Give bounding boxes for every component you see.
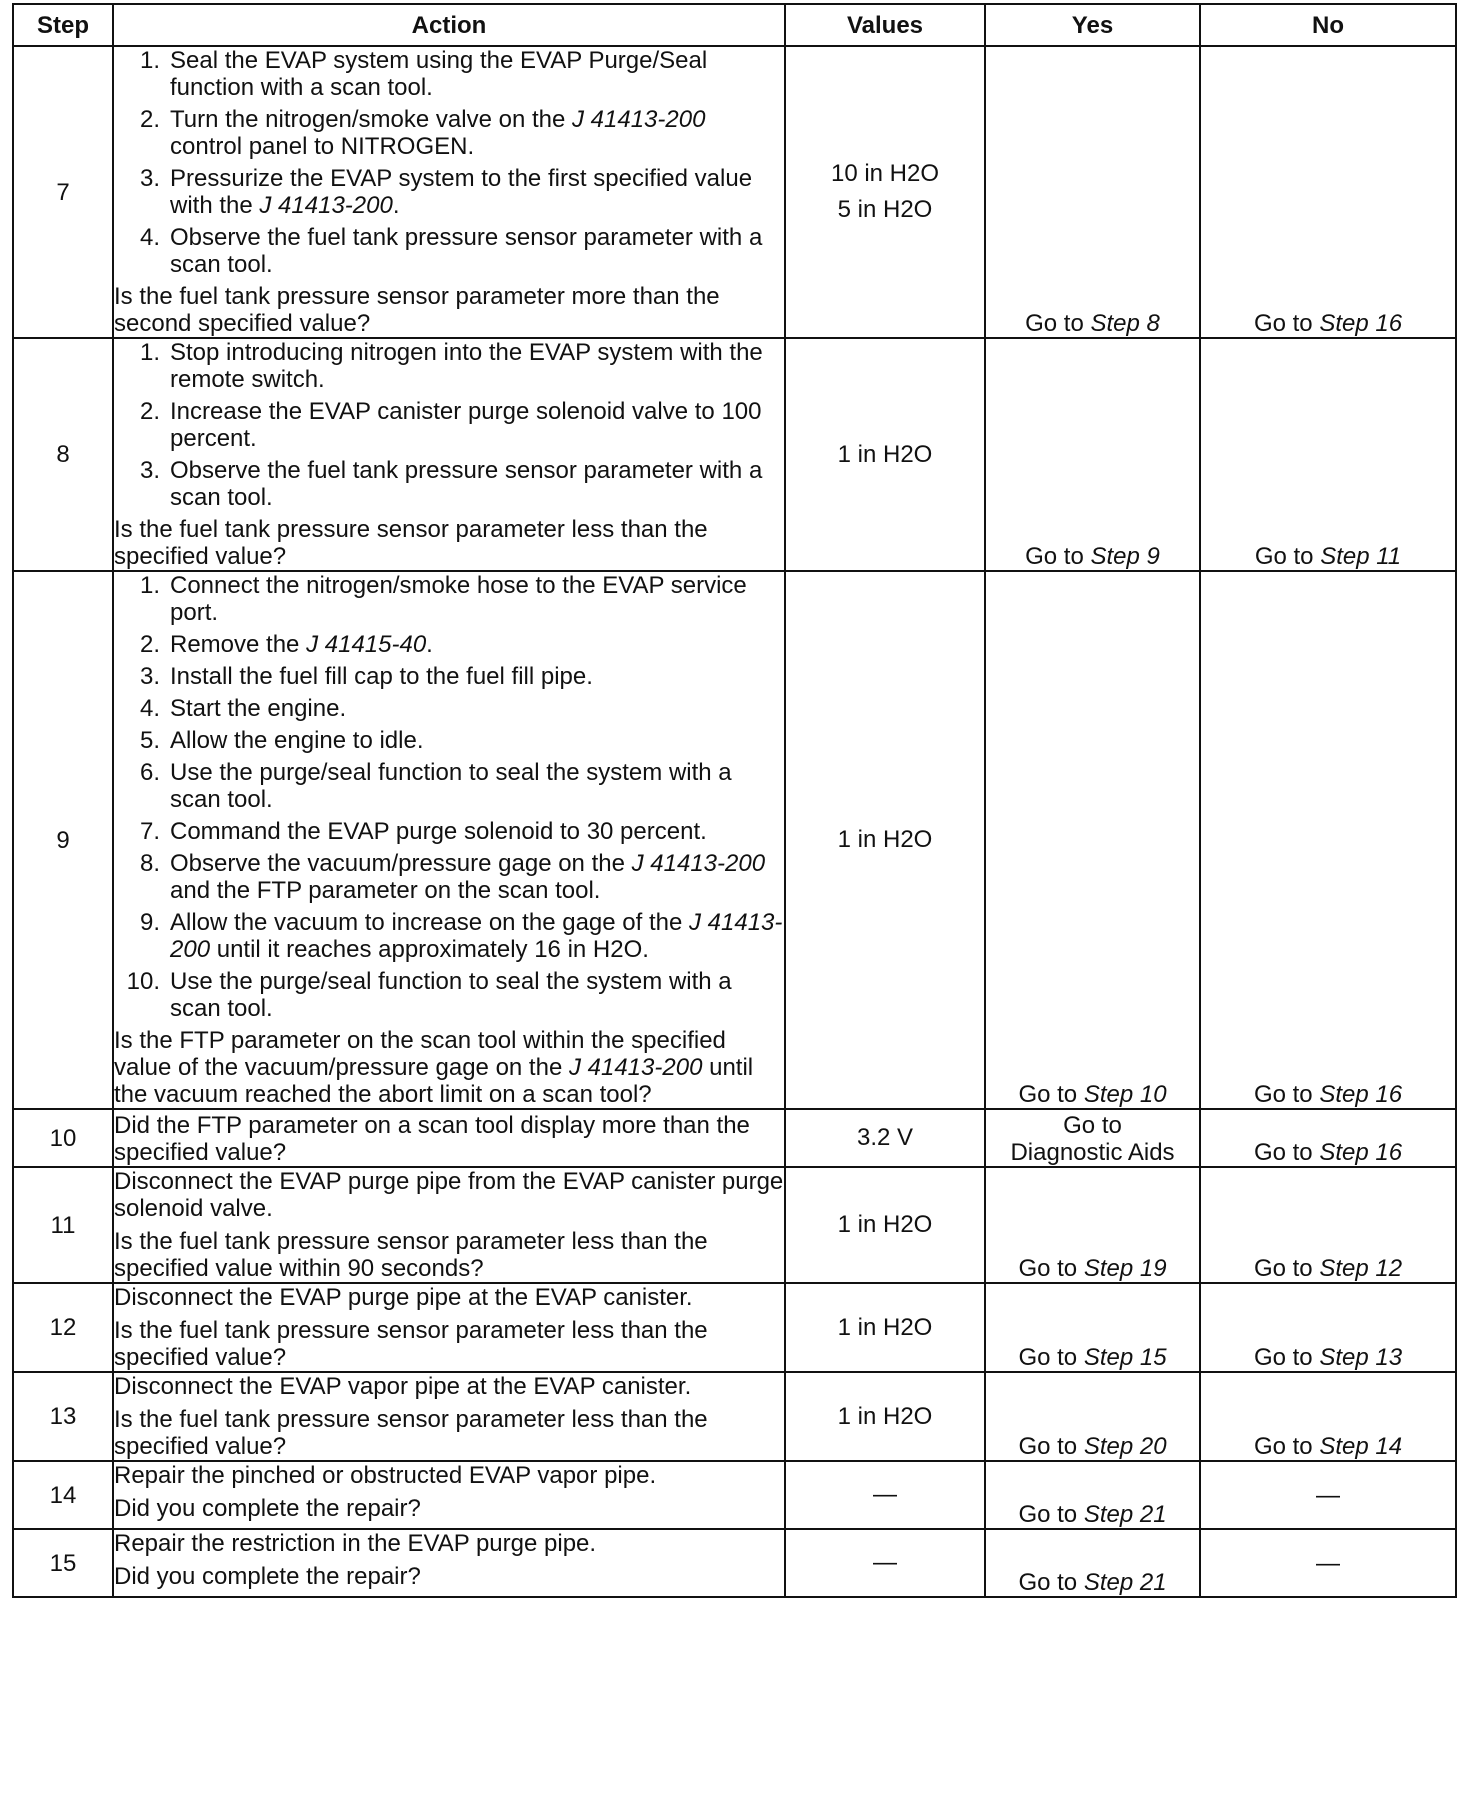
action-question: Is the fuel tank pressure sensor parameter less than the specified value?: [114, 1406, 708, 1460]
action-step-item: [114, 106, 784, 160]
step-number: 14: [13, 1461, 113, 1529]
action-step-text: [170, 224, 784, 278]
no-step-link: Step 16: [1319, 1139, 1403, 1166]
action-step-number: 4.: [139, 224, 160, 251]
action-step-text: [170, 572, 784, 626]
action-step-item: [114, 695, 784, 722]
table-row: [13, 1167, 1456, 1283]
action-step-text: [170, 727, 784, 754]
action-text-part: Use the purge/seal function to seal the system with a scan tool.: [170, 759, 732, 813]
tool-reference: J 41413-200: [170, 909, 783, 963]
action-step-text: [170, 695, 784, 722]
diagnostic-table-page: [12, 3, 1457, 1598]
action-instruction: Disconnect the EVAP purge pipe at the EVAP canister.: [114, 1284, 693, 1311]
action-cell: [113, 1372, 785, 1461]
action-text-part: Seal the EVAP system using the EVAP Purge/Seal function with a scan tool.: [170, 47, 708, 101]
action-step-number: 2.: [139, 398, 160, 425]
no-cell: [1200, 1109, 1456, 1167]
yes-cell: [985, 46, 1200, 338]
table-row: [13, 338, 1456, 571]
action-step-number: 4.: [139, 695, 160, 722]
action-cell: [113, 1167, 785, 1283]
action-text-part: Turn the nitrogen/smoke valve on the: [170, 106, 572, 133]
action-text-part: Command the EVAP purge solenoid to 30 percent.: [170, 818, 707, 845]
action-step-text: [170, 968, 784, 1022]
no-cell: [1200, 46, 1456, 338]
values-cell: [785, 338, 985, 571]
yes-target: Diagnostic Aids: [1010, 1139, 1175, 1166]
no-target-dash: —: [1316, 1481, 1340, 1509]
action-step-number: 3.: [139, 165, 160, 192]
table-row: [13, 1372, 1456, 1461]
no-step-link: Step 14: [1319, 1433, 1403, 1460]
action-text-part: Observe the vacuum/pressure gage on the: [170, 850, 632, 877]
header-action: Action: [113, 4, 785, 46]
action-step-text: [170, 47, 784, 101]
yes-cell: [985, 1461, 1200, 1529]
action-text-part: and the FTP parameter on the scan tool.: [170, 877, 601, 904]
action-step-item: [114, 631, 784, 658]
action-text-part: Start the engine.: [170, 695, 347, 722]
yes-step-link: Step 9: [1090, 543, 1160, 570]
action-text-part: Allow the engine to idle.: [170, 727, 424, 754]
yes-cell: [985, 1372, 1200, 1461]
action-step-number: 8.: [139, 850, 160, 877]
no-go-to: Go to: [1253, 1433, 1320, 1460]
specified-value: 10 in H2O: [830, 160, 940, 187]
step-number: 12: [13, 1283, 113, 1372]
action-step-item: [114, 398, 784, 452]
action-text-part: Observe the fuel tank pressure sensor parameter with a scan tool.: [170, 224, 763, 278]
no-step-link: Step 11: [1320, 543, 1402, 570]
yes-go-to: Go to: [1018, 1344, 1084, 1371]
specified-value: 3.2 V: [856, 1124, 914, 1151]
action-cell: [113, 1109, 785, 1167]
action-step-text: [170, 631, 784, 658]
yes-go-to: Go to: [1018, 1501, 1084, 1528]
yes-go-to: Go to: [1025, 543, 1091, 570]
specified-value: 5 in H2O: [837, 196, 933, 223]
values-cell: [785, 1167, 985, 1283]
step-number: 9: [13, 571, 113, 1109]
table-row: [13, 1529, 1456, 1597]
specified-value: —: [873, 1481, 897, 1508]
yes-cell: [985, 1529, 1200, 1597]
action-cell: [113, 1283, 785, 1372]
action-step-item: [114, 339, 784, 393]
values-cell: [785, 1283, 985, 1372]
tool-reference: J 41413-200: [572, 106, 706, 133]
yes-target: Go to: [1063, 1112, 1122, 1139]
action-step-item: [114, 572, 784, 626]
action-step-item: [114, 663, 784, 690]
specified-value: 1 in H2O: [837, 1402, 933, 1430]
yes-go-to: Go to: [1018, 1255, 1084, 1282]
diagnostic-table: [12, 3, 1457, 1598]
action-step-text: [170, 759, 784, 813]
tool-reference: J 41413-200: [568, 1054, 703, 1081]
yes-step-link: Step 15: [1083, 1344, 1167, 1371]
yes-go-to: Go to: [1018, 1433, 1084, 1460]
specified-value: 1 in H2O: [837, 1313, 933, 1341]
action-cell: [113, 338, 785, 571]
values-cell: [785, 1109, 985, 1167]
values-cell: [785, 1372, 985, 1461]
action-text-part: Observe the fuel tank pressure sensor parameter with a scan tool.: [170, 457, 763, 511]
action-step-text: [170, 909, 784, 963]
no-go-to: Go to: [1253, 1139, 1320, 1166]
values-cell: [785, 1529, 985, 1597]
action-text-part: control panel to NITROGEN.: [170, 133, 475, 160]
values-cell: [785, 46, 985, 338]
yes-cell: [985, 1167, 1200, 1283]
no-step-link: Step 16: [1319, 310, 1403, 337]
action-text-part: .: [392, 192, 400, 219]
action-step-item: [114, 165, 784, 219]
specified-value: —: [873, 1549, 897, 1576]
yes-step-link: Step 20: [1083, 1433, 1167, 1460]
action-steps-list: [114, 47, 784, 278]
action-step-item: [114, 224, 784, 278]
action-text-part: Allow the vacuum to increase on the gage of the: [170, 909, 689, 936]
yes-go-to: Go to: [1018, 1081, 1084, 1108]
action-cell: [113, 1529, 785, 1597]
yes-step-link: Step 19: [1083, 1255, 1167, 1282]
action-step-item: [114, 759, 784, 813]
specified-value: 1 in H2O: [837, 826, 933, 853]
values-cell: [785, 571, 985, 1109]
action-step-number: 7.: [139, 818, 160, 845]
table-row: [13, 46, 1456, 338]
no-cell: [1200, 1461, 1456, 1529]
action-question: [114, 1027, 784, 1108]
no-step-link: Step 13: [1319, 1344, 1403, 1371]
table-row: [13, 1283, 1456, 1372]
action-step-item: [114, 818, 784, 845]
header-values: Values: [785, 4, 985, 46]
yes-go-to: Go to: [1018, 1569, 1084, 1596]
header-no: No: [1200, 4, 1456, 46]
specified-value: 1 in H2O: [837, 1211, 933, 1238]
no-cell: [1200, 1283, 1456, 1372]
yes-cell: [985, 1283, 1200, 1372]
table-row: [13, 1109, 1456, 1167]
action-step-number: 3.: [139, 457, 160, 484]
action-instruction: Disconnect the EVAP purge pipe from the EVAP canister purge solenoid valve.: [114, 1168, 784, 1222]
action-step-number: 10.: [126, 968, 160, 995]
action-step-text: [170, 457, 784, 511]
action-cell: [113, 1461, 785, 1529]
step-number: 15: [13, 1529, 113, 1597]
action-instruction: Repair the restriction in the EVAP purge pipe.: [114, 1530, 597, 1557]
no-cell: [1200, 338, 1456, 571]
no-go-to: Go to: [1253, 1081, 1320, 1108]
action-cell: [113, 46, 785, 338]
yes-go-to: Go to: [1025, 310, 1091, 337]
action-step-item: [114, 968, 784, 1022]
action-text-part: Remove the: [170, 631, 307, 658]
question-text-part: until the vacuum reached the abort limit on a scan tool?: [114, 1054, 754, 1108]
action-text-part: Connect the nitrogen/smoke hose to the EVAP service port.: [170, 572, 747, 626]
action-step-item: [114, 909, 784, 963]
tool-reference: J 41415-40: [306, 631, 427, 658]
action-steps-list: [114, 339, 784, 511]
yes-step-link: Step 21: [1083, 1501, 1167, 1528]
no-step-link: Step 16: [1319, 1081, 1403, 1108]
action-step-number: 6.: [139, 759, 160, 786]
action-text-part: Pressurize the EVAP system to the first specified value with the: [170, 165, 753, 219]
yes-cell: [985, 1109, 1200, 1167]
no-step-link: Step 12: [1319, 1255, 1403, 1282]
action-question: Is the fuel tank pressure sensor parameter less than the specified value?: [114, 516, 708, 570]
table-row: [13, 571, 1456, 1109]
yes-step-link: Step 10: [1083, 1081, 1167, 1108]
action-text-part: Install the fuel fill cap to the fuel fill pipe.: [170, 663, 593, 690]
action-step-text: [170, 663, 784, 690]
yes-step-link: Step 8: [1090, 310, 1160, 337]
yes-cell: [985, 338, 1200, 571]
table-header-row: [13, 4, 1456, 46]
no-target-dash: —: [1316, 1549, 1340, 1577]
no-go-to: Go to: [1254, 543, 1321, 570]
question-text-part: Is the FTP parameter on the scan tool within the specified value of the vacuum/pressure gage on the: [114, 1027, 726, 1081]
specified-value: 1 in H2O: [837, 440, 933, 468]
step-number: 13: [13, 1372, 113, 1461]
action-text-part: Stop introducing nitrogen into the EVAP system with the remote switch.: [170, 339, 763, 393]
step-number: 8: [13, 338, 113, 571]
action-question: Did you complete the repair?: [114, 1563, 421, 1590]
step-number: 11: [13, 1167, 113, 1283]
no-go-to: Go to: [1253, 310, 1320, 337]
action-step-text: [170, 850, 784, 904]
no-go-to: Go to: [1253, 1344, 1320, 1371]
action-step-number: 5.: [139, 727, 160, 754]
action-step-text: [170, 339, 784, 393]
table-row: [13, 1461, 1456, 1529]
yes-step-link: Step 21: [1083, 1569, 1167, 1596]
action-step-number: 9.: [139, 909, 160, 936]
action-step-number: 1.: [139, 47, 160, 74]
action-instruction: Repair the pinched or obstructed EVAP vapor pipe.: [114, 1462, 657, 1489]
step-number: 7: [13, 46, 113, 338]
no-cell: [1200, 1372, 1456, 1461]
action-instruction: Disconnect the EVAP vapor pipe at the EVAP canister.: [114, 1373, 692, 1400]
no-go-to: Go to: [1253, 1255, 1320, 1282]
action-step-text: [170, 165, 784, 219]
action-step-item: [114, 727, 784, 754]
no-cell: [1200, 1529, 1456, 1597]
action-question: Is the fuel tank pressure sensor parameter less than the specified value within 90 seconds?: [114, 1228, 708, 1282]
step-number: 10: [13, 1109, 113, 1167]
action-step-number: 1.: [139, 572, 160, 599]
values-cell: [785, 1461, 985, 1529]
tool-reference: J 41413-200: [631, 850, 766, 877]
action-text-part: until it reaches approximately 16 in H2O.: [210, 936, 649, 963]
no-cell: [1200, 571, 1456, 1109]
tool-reference: J 41413-200: [259, 192, 393, 219]
action-step-item: [114, 457, 784, 511]
action-steps-list: [114, 572, 784, 1022]
yes-cell: [985, 571, 1200, 1109]
action-step-text: [170, 818, 784, 845]
header-step: Step: [13, 4, 113, 46]
action-question: Did you complete the repair?: [114, 1495, 421, 1522]
action-cell: [113, 571, 785, 1109]
no-cell: [1200, 1167, 1456, 1283]
action-question: Is the fuel tank pressure sensor parameter less than the specified value?: [114, 1317, 708, 1371]
action-step-text: [170, 106, 784, 160]
action-step-text: [170, 398, 784, 452]
header-yes: Yes: [985, 4, 1200, 46]
action-step-item: [114, 47, 784, 101]
action-question: Is the fuel tank pressure sensor parameter more than the second specified value?: [114, 283, 720, 337]
action-step-number: 1.: [139, 339, 160, 366]
action-text-part: Use the purge/seal function to seal the system with a scan tool.: [170, 968, 732, 1022]
action-step-number: 2.: [139, 631, 160, 658]
action-step-number: 3.: [139, 663, 160, 690]
action-text-part: .: [426, 631, 433, 658]
action-step-number: 2.: [139, 106, 160, 133]
action-question: Did the FTP parameter on a scan tool display more than the specified value?: [114, 1112, 750, 1166]
action-text-part: Increase the EVAP canister purge solenoid valve to 100 percent.: [170, 398, 762, 452]
action-step-item: [114, 850, 784, 904]
